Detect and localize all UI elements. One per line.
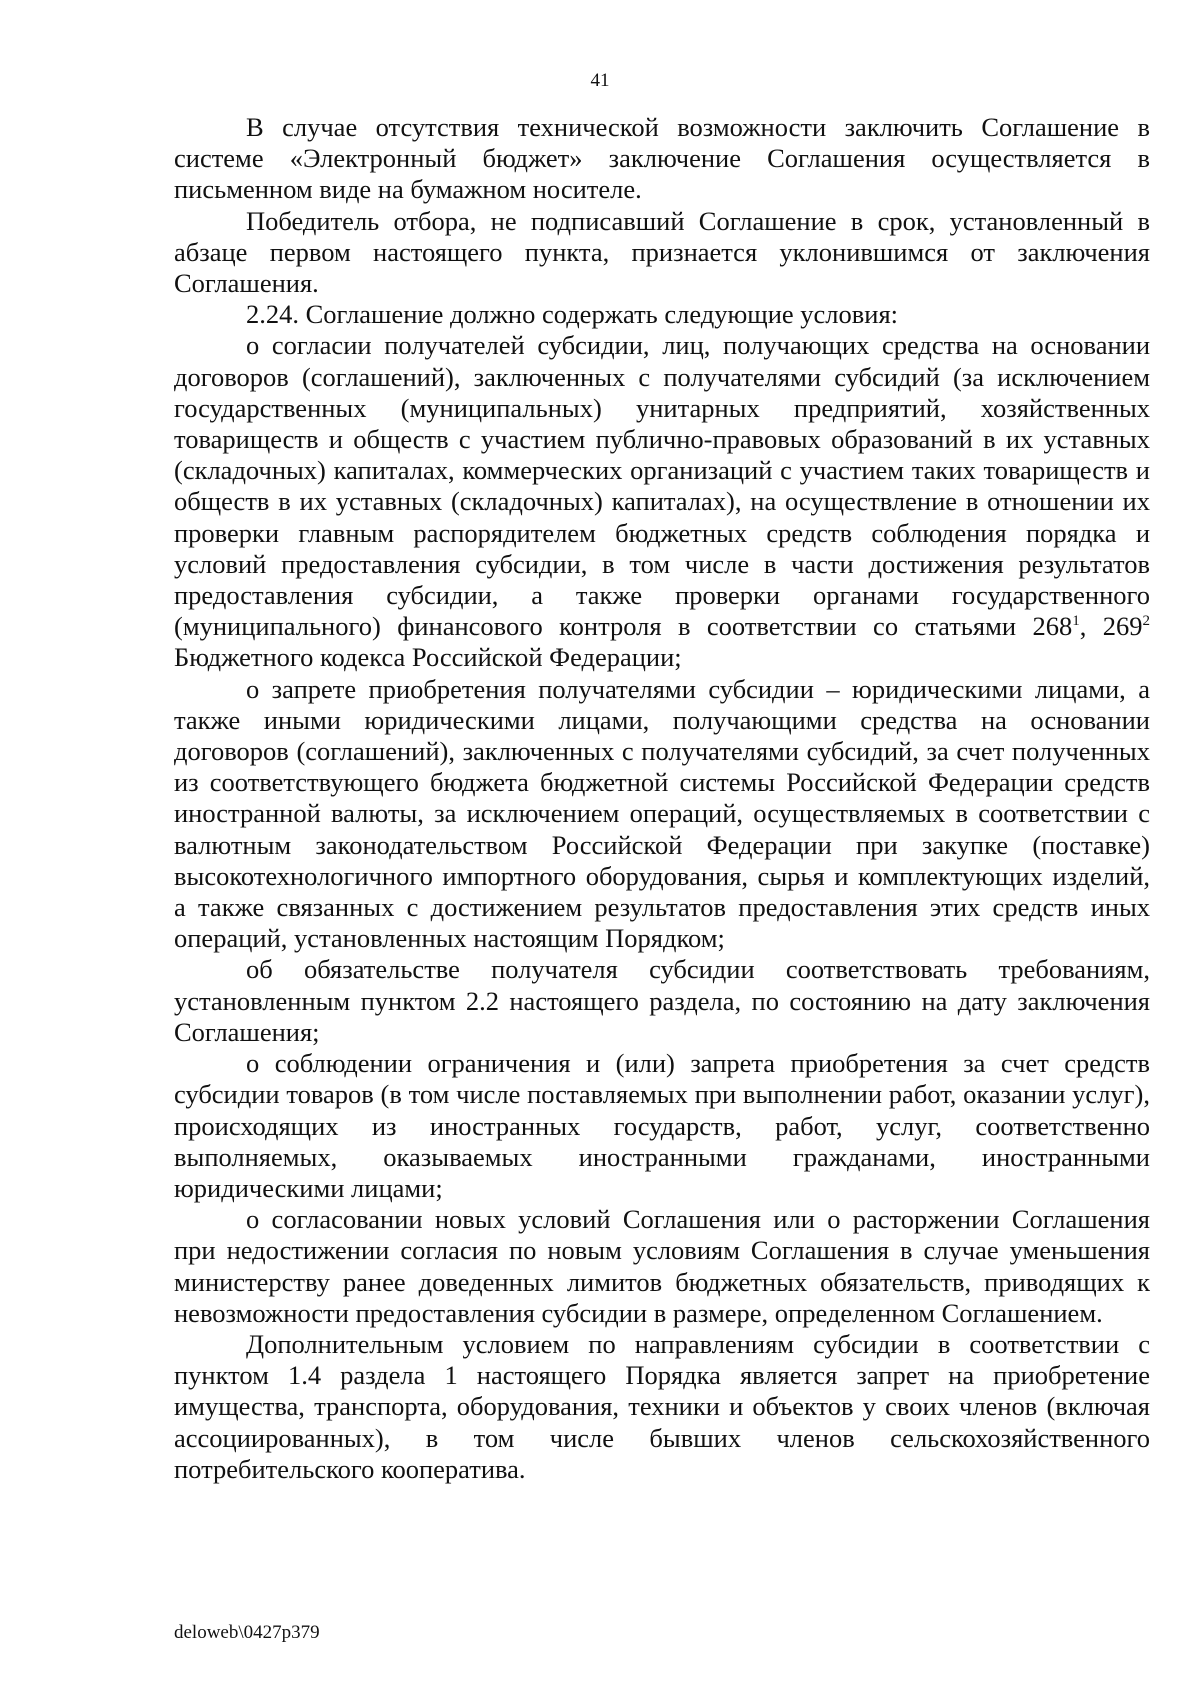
- paragraph-winner-evasion: Победитель отбора, не подписавший Соглашение в срок, установленный в абзаце первом настоящего пункта, признается уклонившимся от заключения Соглашения.: [174, 205, 1150, 299]
- footer-document-code: deloweb\0427p379: [174, 1622, 320, 1643]
- paragraph-foreign-currency-ban: о запрете приобретения получателями субсидии – юридическими лицами, а также иными юридическими лицами, получающими средства на основании договоров (соглашений), заключенных с получателями субсидий, за счет полученных из соответствующего бюджета бюджетной системы Российской Федерации средств иностранной валюты, за исключением операций, осуществляемых в соответствии с валютным законодательством Российской Федерации при закупке (поставке) высокотехнологичного импортного оборудования, сырья и комплектующих изделий, а также связанных с достижением результатов предоставления этих средств иных операций, установленных настоящим Порядком;: [174, 673, 1150, 954]
- consent-text-end: Бюджетного кодекса Российской Федерации;: [174, 642, 682, 673]
- superscript-1: 1: [1072, 613, 1080, 630]
- page-number: 41: [590, 70, 610, 91]
- consent-text-start: о согласии получателей субсидии, лиц, получающих средства на основании договоров (соглашений), заключенных с получателями субсидий (за исключением государственных (муниципальных) унитарных предприятий, хозяйственных товариществ и обществ с участием публично-правовых образований в их уставных (складочных) капиталах, коммерческих организаций с участием таких товариществ и обществ в их уставных (складочных) капиталах), на осуществление в отношении их проверки главным распорядителем бюджетных средств соблюдения порядка и условий предоставления субсидии, в том числе в части достижения результатов предоставления субсидии, а также проверки органами государственного (муниципального) финансового контроля в соответствии со статьями 268: [174, 330, 1150, 642]
- paragraph-new-conditions-agreement: о согласовании новых условий Соглашения или о расторжении Соглашения при недостижении согласия по новым условиям Соглашения в случае уменьшения министерству ранее доведенных лимитов бюджетных обязательств, приводящих к невозможности предоставления субсидии в размере, определенном Соглашением.: [174, 1204, 1150, 1328]
- paragraph-foreign-goods-restriction: о соблюдении ограничения и (или) запрета приобретения за счет средств субсидии товаров (в том числе поставляемых при выполнении работ, оказании услуг), происходящих из иностранных государств, работ, услуг, соответственно выполняемых, оказываемых иностранными гражданами, иностранными юридическими лицами;: [174, 1048, 1150, 1203]
- paragraph-consent-to-inspections: [174, 330, 1150, 673]
- document-body: [174, 112, 1150, 1485]
- superscript-2: 2: [1142, 613, 1150, 630]
- consent-text-mid: , 269: [1079, 611, 1143, 642]
- paragraph-clause-2-24-heading: 2.24. Соглашение должно содержать следующие условия:: [246, 299, 899, 330]
- paragraph-requirements-obligation: об обязательстве получателя субсидии соответствовать требованиям, установленным пунктом 2.2 настоящего раздела, по состоянию на дату заключения Соглашения;: [174, 954, 1150, 1047]
- paragraph-no-technical-possibility: В случае отсутствия технической возможности заключить Соглашение в системе «Электронный бюджет» заключение Соглашения осуществляется в письменном виде на бумажном носителе.: [174, 112, 1150, 205]
- paragraph-additional-condition: Дополнительным условием по направлениям субсидии в соответствии с пунктом 1.4 раздела 1 настоящего Порядка является запрет на приобретение имущества, транспорта, оборудования, техники и объектов у своих членов (включая ассоциированных), в том числе бывших членов сельскохозяйственного потребительского кооператива.: [174, 1328, 1150, 1484]
